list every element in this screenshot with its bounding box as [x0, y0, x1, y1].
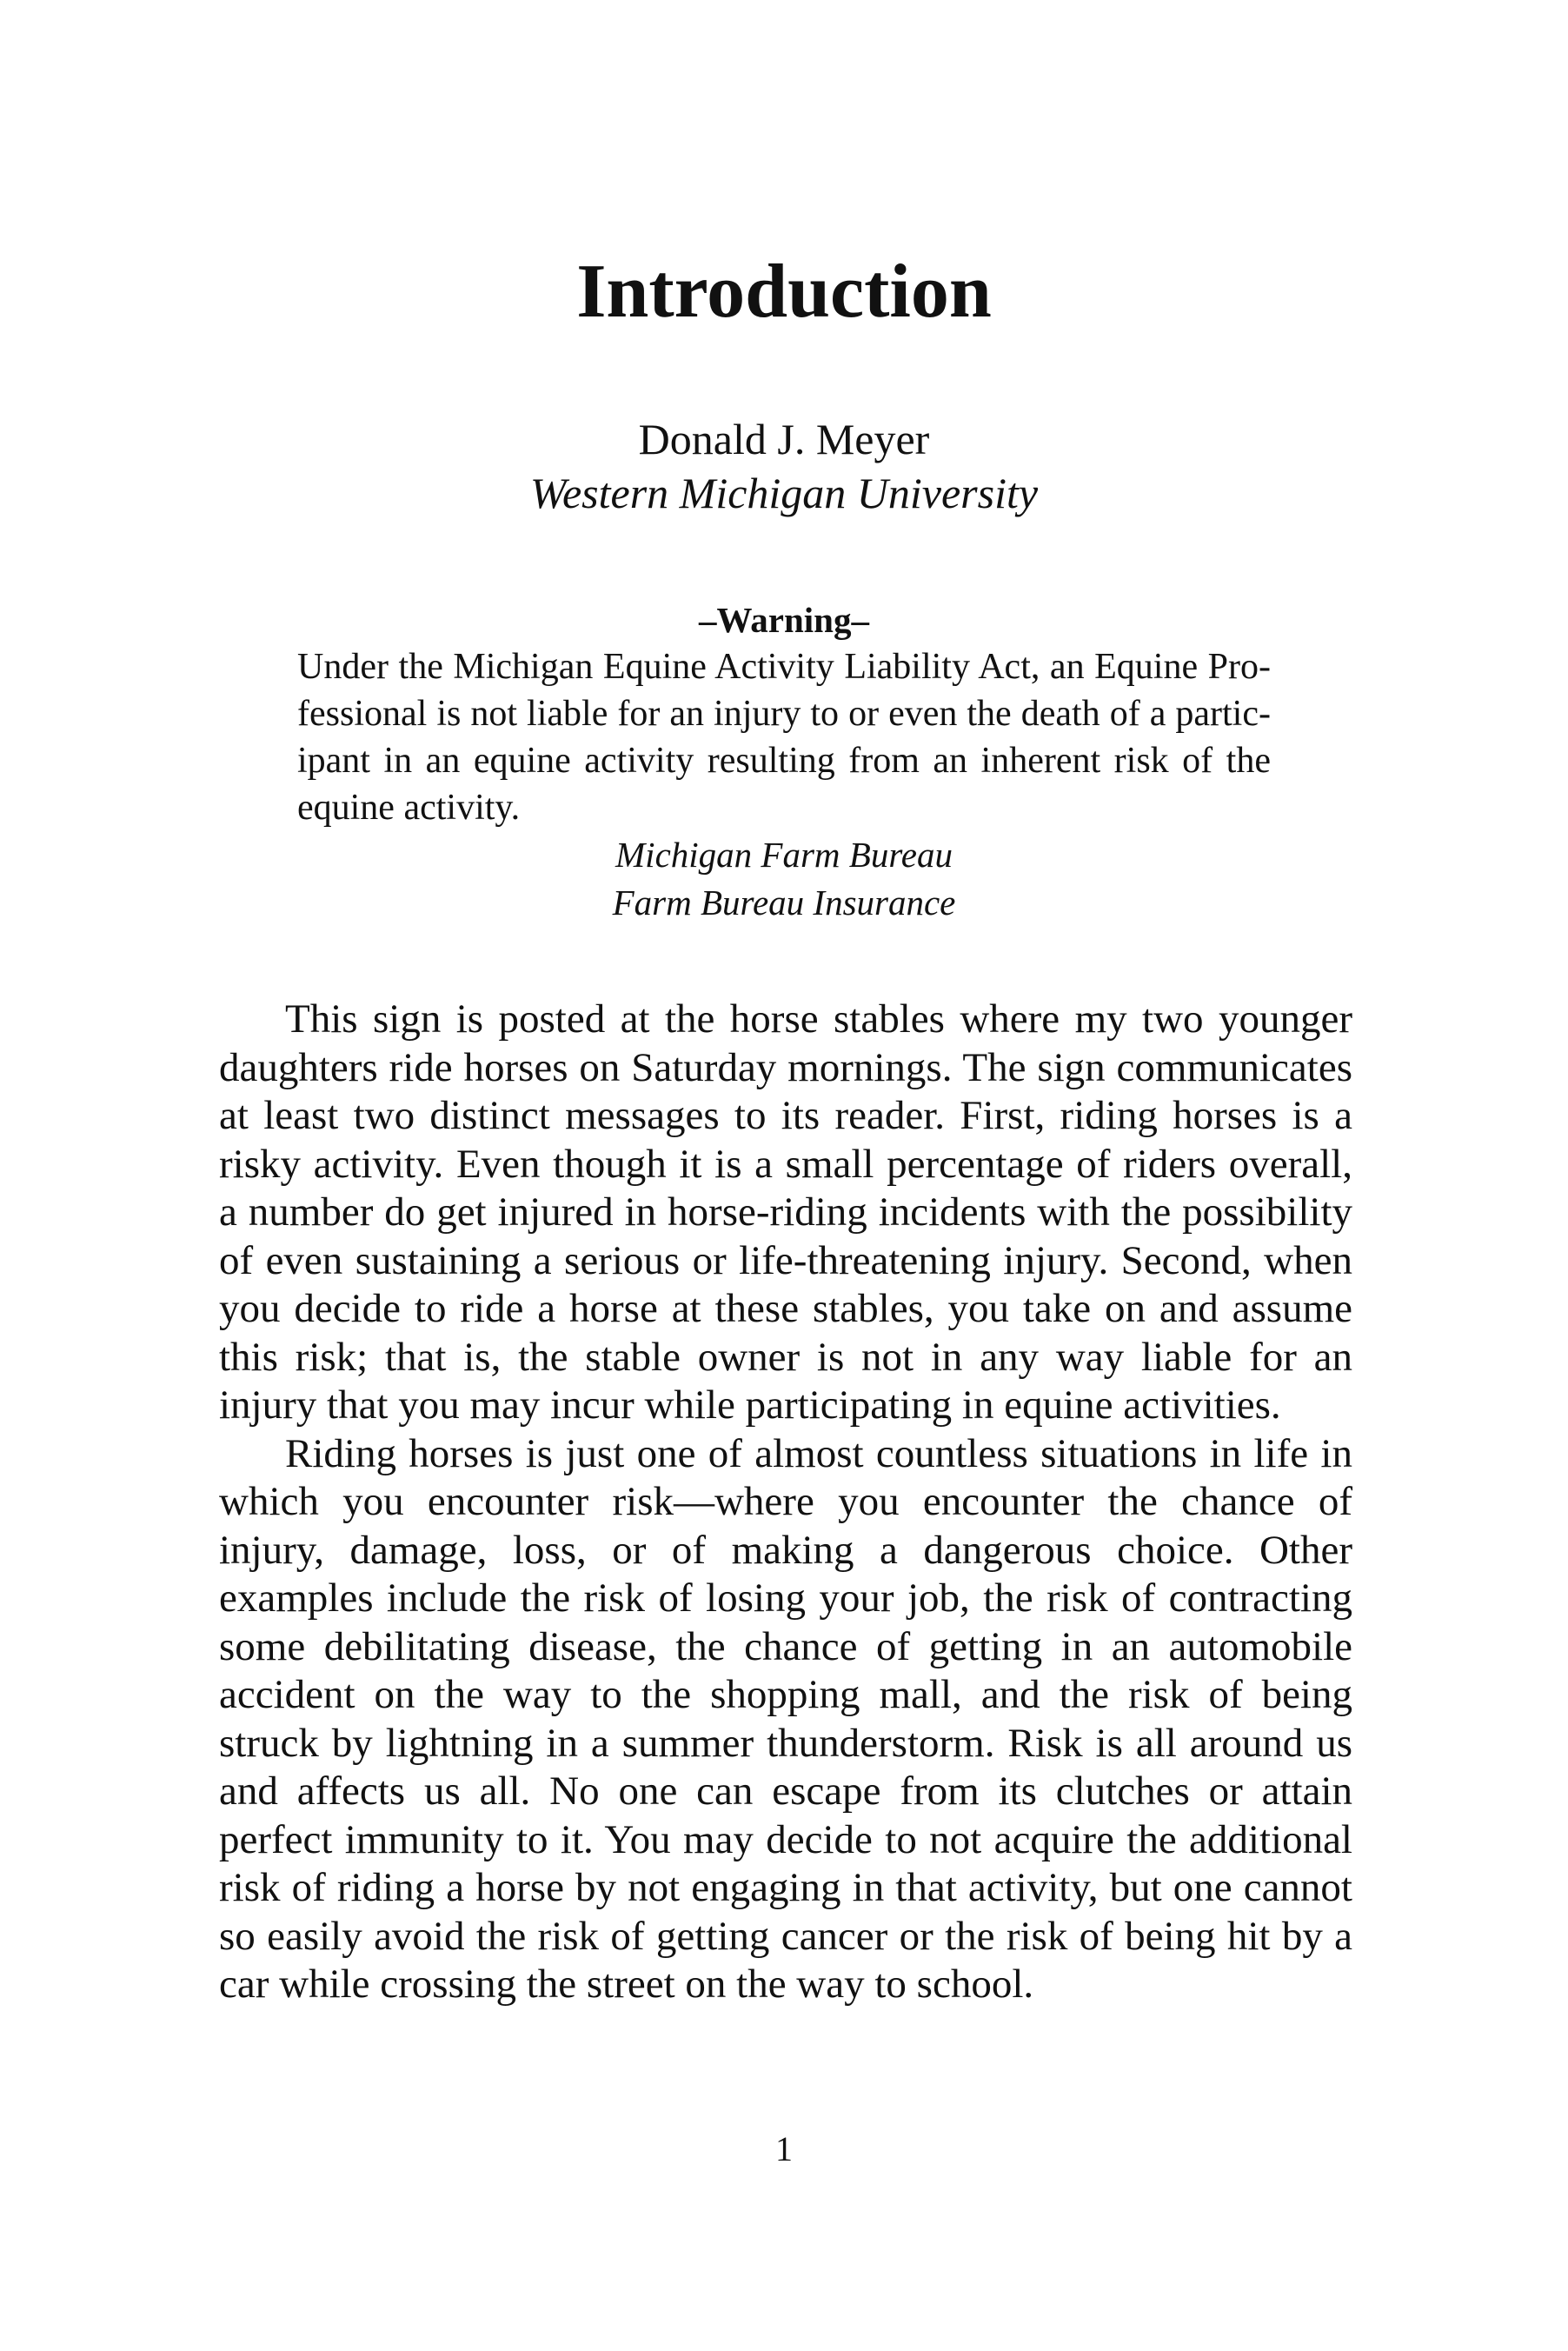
chapter-author: Donald J. Meyer: [638, 415, 930, 463]
body-paragraph: This sign is posted at the horse stables where my two younger daughters ride horses on Saturday mornings. The sign communicates at least two distinct messages to its reader. First, riding horses is a risky activity. Even though it is a small percentage of riders overall, a number do get injured in horse-riding incidents with the possibility of even sustaining a serious or life-threatening injury. Second, when you decide to ride a horse at these stables, you take on and assume this risk; that is, the stable owner is not in any way liable for an injury that you may incur while participating in equine activities.: [219, 996, 1352, 1428]
page-number: 1: [775, 2129, 793, 2168]
chapter-title: Introduction: [576, 250, 992, 334]
body-text: [219, 996, 1352, 2009]
warning-source-insurer: Farm Bureau Insurance: [612, 882, 956, 922]
warning-text: Under the Michigan Equine Activity Liability Act, an Equine Professional is not liable for an injury to or even the death of a participant in an equine activity resulting from an inherent risk of the equine activity.: [297, 647, 1271, 828]
author-affiliation: Western Michigan University: [529, 469, 1039, 517]
warning-heading: –Warning–: [699, 600, 869, 640]
warning-source-organization: Michigan Farm Bureau: [615, 835, 953, 875]
body-paragraph: Riding horses is just one of almost countless situations in life in which you encounter risk—where you encounter the chance of injury, damage, loss, or of making a dangerous choice. Other examples include the risk of losing your job, the risk of contracting some debilitating disease, the chance of getting in an automobile accident on the way to the shopping mall, and the risk of being struck by lightning in a summer thunderstorm. Risk is all around us and affects us all. No one can escape from its clutches or attain perfect immunity to it. You may decide to not acquire the additional risk of riding a horse by not engaging in that activity, but one cannot so easily avoid the risk of getting cancer or the risk of being hit by a car while crossing the street on the way to school.: [219, 1430, 1352, 2007]
